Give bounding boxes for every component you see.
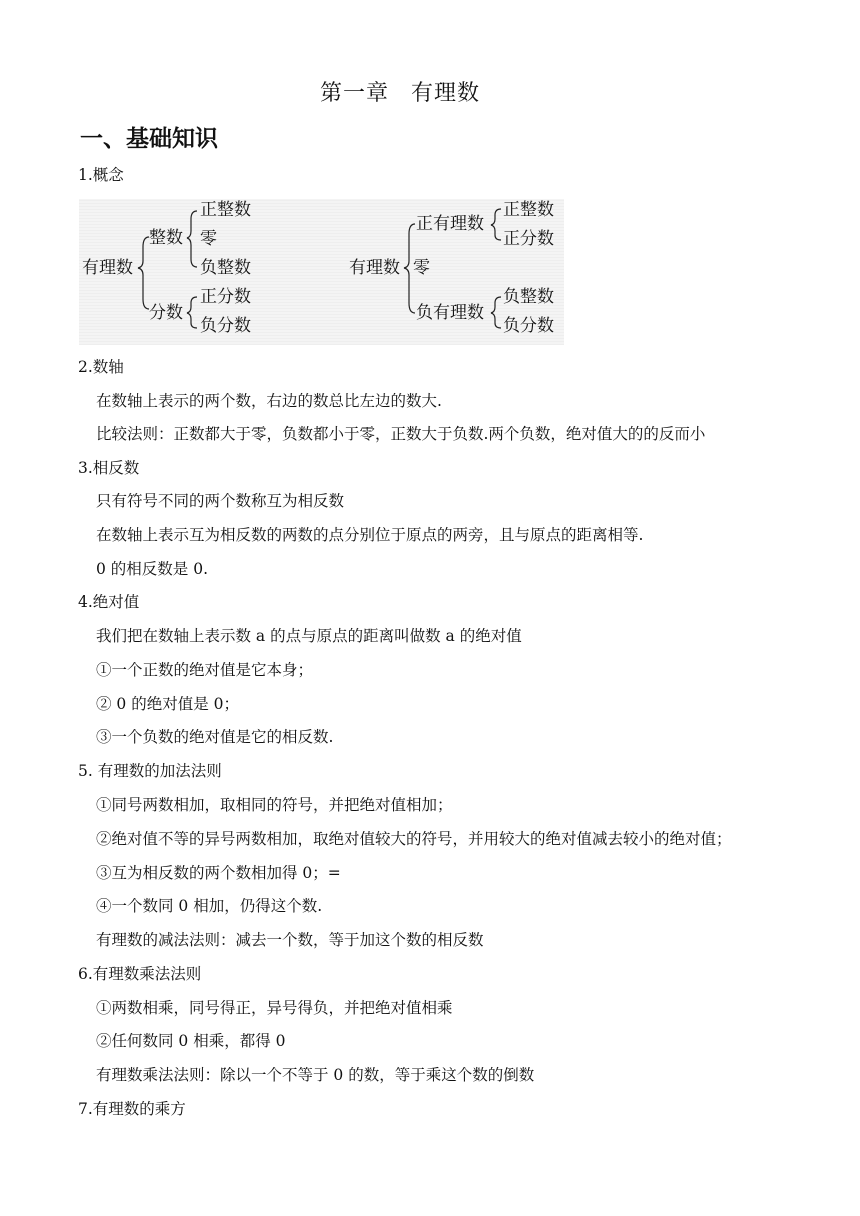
diagram-left-fraction: 分数: [149, 303, 183, 323]
diagram-right-negative: 负有理数: [416, 303, 484, 323]
brace-left-integer: [187, 211, 197, 267]
diagram-right-positive-item: 正分数: [503, 229, 554, 249]
diagram-braces: [79, 199, 564, 345]
diagram-right-negative-item: 负整数: [503, 287, 554, 307]
section-title-addition-rule: 5. 有理数的加法法则: [78, 762, 222, 780]
diagram-left-fraction-item: 负分数: [200, 316, 251, 336]
diagram-left-fraction-item: 正分数: [200, 287, 251, 307]
paragraph-line: 在数轴上表示互为相反数的两数的点分别位于原点的两旁，且与原点的距离相等.: [96, 526, 644, 544]
diagram-left-integer-item: 负整数: [200, 258, 251, 278]
section-title-power: 7.有理数的乘方: [78, 1100, 186, 1118]
diagram-right-root: 有理数: [349, 258, 400, 278]
paragraph-line: 0 的相反数是 0.: [96, 560, 209, 578]
brace-right-negative: [491, 297, 501, 328]
diagram-right-zero: 零: [413, 258, 430, 278]
rational-number-classification-diagram: [79, 199, 564, 345]
paragraph-line: ③互为相反数的两个数相加得 0；=: [96, 864, 341, 882]
paragraph-line: 我们把在数轴上表示数 a 的点与原点的距离叫做数 a 的绝对值: [96, 627, 522, 645]
brace-right-positive: [491, 209, 501, 240]
paragraph-line: ③一个负数的绝对值是它的相反数.: [96, 728, 334, 746]
paragraph-line: 有理数的减法法则：减去一个数，等于加这个数的相反数: [96, 931, 484, 949]
paragraph-line: ①两数相乘，同号得正，异号得负，并把绝对值相乘: [96, 999, 453, 1017]
paragraph-line: ①同号两数相加，取相同的符号，并把绝对值相加；: [96, 796, 453, 814]
paragraph-line: 有理数乘法法则：除以一个不等于 0 的数，等于乘这个数的倒数: [96, 1066, 535, 1084]
section-title-multiplication-rule: 6.有理数乘法法则: [78, 965, 202, 983]
diagram-left-integer-item: 零: [200, 229, 217, 249]
section-title-absolute-value: 4.绝对值: [78, 593, 140, 611]
paragraph-line: ② 0 的绝对值是 0；: [96, 695, 240, 713]
chapter-title: [0, 76, 800, 107]
brace-left-root: [138, 237, 149, 309]
chapter-name: 有理数: [411, 81, 481, 106]
diagram-left-integer: 整数: [149, 228, 183, 248]
diagram-right-positive: 正有理数: [416, 214, 484, 234]
paragraph-line: 在数轴上表示的两个数，右边的数总比左边的数大.: [96, 392, 442, 410]
section-title-concept: 1.概念: [78, 166, 124, 184]
diagram-right-negative-item: 负分数: [503, 316, 554, 336]
diagram-left-root: 有理数: [82, 258, 133, 278]
brace-left-fraction: [187, 297, 197, 328]
paragraph-line: ④一个数同 0 相加，仍得这个数.: [96, 897, 323, 915]
diagram-left-integer-item: 正整数: [200, 200, 251, 220]
paragraph-line: ②任何数同 0 相乘，都得 0: [96, 1032, 286, 1050]
paragraph-line: 只有符号不同的两个数称互为相反数: [96, 492, 345, 510]
diagram-right-positive-item: 正整数: [503, 200, 554, 220]
section-heading: 一、基础知识: [80, 126, 218, 152]
paragraph-line: 比较法则：正数都大于零，负数都小于零，正数大于负数.两个负数，绝对值大的的反而小: [96, 425, 706, 443]
section-title-number-line: 2.数轴: [78, 358, 124, 376]
paragraph-line: ①一个正数的绝对值是它本身；: [96, 661, 314, 679]
chapter-number: 第一章: [319, 81, 389, 106]
section-title-opposite-number: 3.相反数: [78, 459, 140, 477]
paragraph-line: ②绝对值不等的异号两数相加，取绝对值较大的符号，并用较大的绝对值减去较小的绝对值；: [96, 830, 732, 848]
